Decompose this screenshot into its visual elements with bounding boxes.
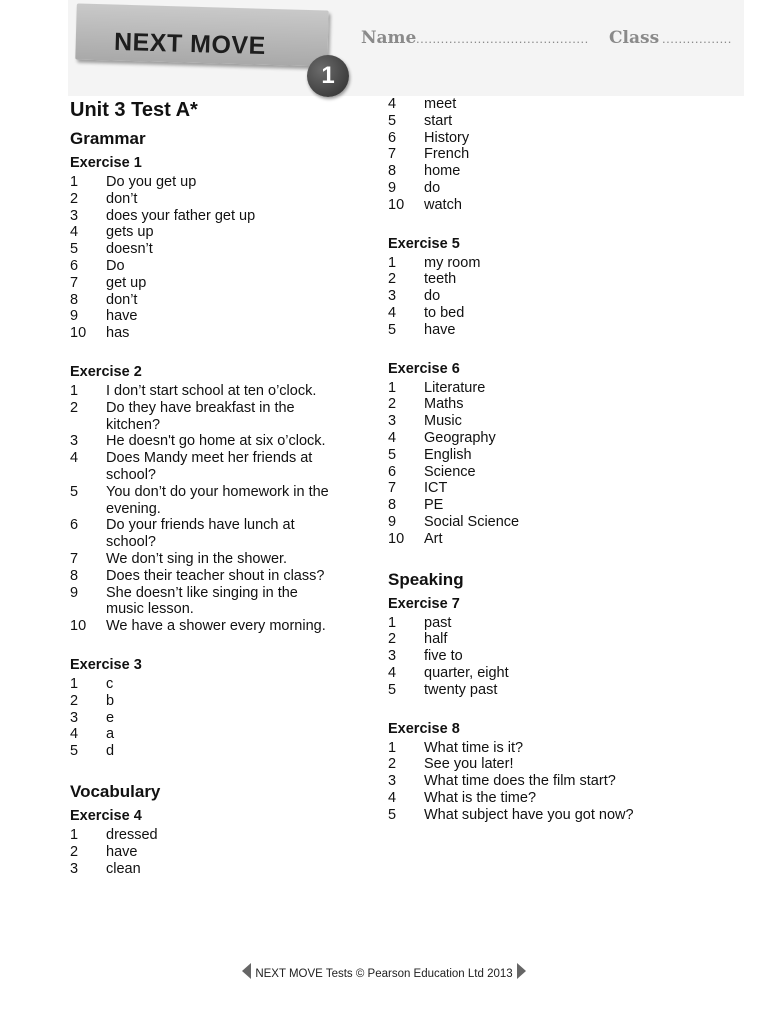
exercise-6-title: Exercise 6	[388, 360, 460, 377]
section-grammar: Grammar	[70, 129, 146, 148]
item-number: 5	[70, 483, 79, 500]
exercise-6-list	[388, 380, 748, 548]
previous-page-arrow-icon[interactable]	[242, 963, 251, 979]
answer-item	[388, 807, 748, 824]
item-number: 1	[70, 382, 79, 399]
answer-text: have	[106, 843, 138, 860]
item-number: 2	[70, 692, 79, 709]
item-number: 10	[70, 618, 87, 635]
answer-text: French	[424, 146, 470, 163]
answer-item	[388, 665, 748, 682]
footer-text: NEXT MOVE Tests © Pearson Education Ltd 2013	[255, 968, 513, 980]
answer-text: b	[106, 692, 115, 709]
item-number: 4	[70, 224, 79, 241]
answer-item	[388, 305, 748, 322]
answer-text: Does their teacher shout in class?	[106, 567, 325, 584]
answer-item	[70, 726, 370, 743]
left-column	[70, 96, 370, 899]
answer-text: Maths	[424, 396, 464, 413]
answer-text: History	[424, 129, 470, 146]
answer-item	[388, 615, 748, 632]
section-speaking: Speaking	[388, 569, 464, 589]
item-number: 6	[70, 517, 79, 534]
section-vocabulary: Vocabulary	[70, 781, 161, 801]
answer-item	[70, 191, 370, 208]
answer-item	[388, 380, 748, 397]
exercise-4-list-part2	[388, 96, 748, 214]
answer-item	[388, 531, 748, 548]
answer-text: a	[106, 726, 115, 743]
item-number: 5	[388, 321, 397, 338]
answer-text: does your father get up	[106, 207, 256, 224]
answer-text: clean	[106, 860, 141, 877]
item-number: 9	[70, 308, 79, 325]
item-number: 2	[70, 399, 79, 416]
item-number: 4	[388, 304, 397, 321]
answer-item	[388, 447, 748, 464]
level-badge: 1	[307, 55, 349, 97]
item-number: 2	[388, 271, 397, 288]
answer-text: English	[424, 446, 472, 463]
item-number: 7	[70, 274, 79, 291]
answer-item	[388, 631, 748, 648]
item-number: 1	[388, 614, 397, 631]
answer-item	[70, 241, 370, 258]
exercise-1-list	[70, 174, 370, 342]
item-number: 4	[70, 450, 79, 467]
answer-text: quarter, eight	[424, 664, 509, 681]
answer-item	[388, 756, 748, 773]
answer-text: Does Mandy meet her friends at school?	[106, 450, 313, 483]
item-number: 3	[70, 207, 79, 224]
item-number: 8	[388, 497, 397, 514]
answer-text: We have a shower every morning.	[106, 618, 326, 635]
answer-item	[70, 383, 370, 400]
answer-text: I don’t start school at ten o’clock.	[106, 382, 317, 399]
answer-text: Social Science	[424, 513, 520, 530]
answer-text: don’t	[106, 190, 138, 207]
item-number: 6	[388, 129, 397, 146]
answer-item	[388, 180, 748, 197]
answer-text: She doesn’t like singing in the music lesson.	[106, 584, 298, 618]
answer-item	[70, 174, 370, 191]
answer-text: do	[424, 179, 441, 196]
answer-item	[388, 430, 748, 447]
item-number: 8	[388, 163, 397, 180]
item-number: 5	[388, 112, 397, 129]
item-number: 4	[388, 96, 397, 112]
item-number: 9	[388, 179, 397, 196]
answer-item	[388, 497, 748, 514]
answer-item	[388, 96, 748, 113]
answer-item	[388, 464, 748, 481]
item-number: 8	[70, 567, 79, 584]
answer-text: teeth	[424, 271, 457, 288]
answer-item	[388, 113, 748, 130]
answer-text: five to	[424, 648, 463, 665]
exercise-2-list	[70, 383, 370, 635]
exercise-8-list	[388, 740, 748, 824]
answer-text: You don’t do your homework in the evening.	[106, 483, 329, 517]
answer-text: meet	[424, 96, 457, 112]
answer-item	[70, 292, 370, 309]
exercise-8-title: Exercise 8	[388, 720, 460, 737]
exercise-7-title: Exercise 7	[388, 595, 460, 612]
answer-text: ICT	[424, 480, 448, 497]
answer-text: What time is it?	[424, 739, 524, 756]
answer-text: to bed	[424, 304, 465, 321]
answer-item	[70, 710, 370, 727]
answer-item	[388, 163, 748, 180]
item-number: 1	[70, 174, 79, 190]
item-number: 5	[388, 446, 397, 463]
answer-text: e	[106, 709, 115, 726]
answer-text: What time does the film start?	[424, 773, 616, 790]
answer-item	[388, 146, 748, 163]
answer-item	[388, 130, 748, 147]
answer-text: get up	[106, 274, 147, 291]
page-title: Unit 3 Test A*	[70, 99, 198, 121]
answer-item	[70, 585, 370, 619]
item-number: 10	[388, 530, 405, 547]
item-number: 4	[388, 789, 397, 806]
answer-text: Music	[424, 413, 462, 430]
exercise-1-title: Exercise 1	[70, 155, 142, 171]
answer-item	[70, 400, 370, 434]
answer-text: What subject have you got now?	[424, 806, 634, 823]
exercise-4-list-part1	[70, 827, 370, 877]
answer-text: has	[106, 325, 130, 342]
item-number: 5	[388, 681, 397, 698]
exercise-7-list	[388, 615, 748, 699]
item-number: 6	[388, 463, 397, 480]
answer-item	[70, 693, 370, 710]
item-number: 1	[388, 739, 397, 756]
item-number: 5	[388, 806, 397, 823]
item-number: 9	[70, 584, 79, 601]
item-number: 4	[70, 726, 79, 743]
answer-text: Art	[424, 530, 443, 547]
answer-text: d	[106, 743, 115, 760]
item-number: 5	[70, 241, 79, 258]
answer-item	[70, 450, 370, 484]
class-field: .................	[662, 31, 732, 46]
answer-item	[388, 480, 748, 497]
answer-item	[70, 224, 370, 241]
name-label: Name	[361, 28, 417, 48]
item-number: 4	[388, 429, 397, 446]
answer-text: start	[424, 112, 453, 129]
answer-text: PE	[424, 497, 444, 514]
answer-item	[388, 288, 748, 305]
answer-text: Science	[424, 463, 476, 480]
answer-item	[70, 258, 370, 275]
answer-text: have	[106, 308, 138, 325]
item-number: 3	[388, 773, 397, 790]
answer-item	[388, 413, 748, 430]
class-label: Class	[609, 28, 660, 48]
item-number: 2	[388, 756, 397, 773]
footer	[0, 963, 768, 980]
item-number: 1	[70, 675, 79, 692]
item-number: 9	[388, 513, 397, 530]
answer-text: gets up	[106, 224, 154, 241]
answer-text: dressed	[106, 826, 158, 843]
answer-item	[70, 517, 370, 551]
answer-text: have	[424, 321, 456, 338]
answer-item	[388, 790, 748, 807]
logo-text: NEXT MOVE	[113, 27, 267, 61]
answer-item	[70, 861, 370, 878]
item-number: 7	[70, 550, 79, 567]
answer-item	[388, 514, 748, 531]
item-number: 8	[70, 291, 79, 308]
answer-text: Do you get up	[106, 174, 197, 190]
right-column	[388, 96, 748, 846]
answer-text: doesn’t	[106, 241, 153, 258]
item-number: 3	[70, 709, 79, 726]
answer-text: half	[424, 631, 448, 648]
answer-item	[70, 827, 370, 844]
answer-text: home	[424, 163, 461, 180]
item-number: 2	[388, 396, 397, 413]
item-number: 4	[388, 664, 397, 681]
answer-item	[70, 325, 370, 342]
answer-text: do	[424, 288, 441, 305]
item-number: 2	[70, 190, 79, 207]
answer-text: Geography	[424, 429, 496, 446]
answer-item	[388, 197, 748, 214]
answer-item	[70, 208, 370, 225]
answer-item	[70, 618, 370, 635]
answer-text: Do they have breakfast in the kitchen?	[106, 399, 295, 433]
answer-item	[388, 322, 748, 339]
answer-item	[70, 676, 370, 693]
answer-item	[388, 682, 748, 699]
answer-text: See you later!	[424, 756, 514, 773]
answer-item	[388, 396, 748, 413]
item-number: 2	[388, 631, 397, 648]
answer-item	[70, 551, 370, 568]
item-number: 3	[70, 433, 79, 450]
item-number: 7	[388, 146, 397, 163]
item-number: 10	[388, 196, 405, 213]
answer-text: c	[106, 675, 114, 692]
answer-item	[70, 275, 370, 292]
answer-item	[388, 740, 748, 757]
item-number: 3	[388, 648, 397, 665]
answer-item	[70, 484, 370, 518]
exercise-3-list	[70, 676, 370, 760]
answer-text: What is the time?	[424, 789, 537, 806]
item-number: 6	[70, 257, 79, 274]
answer-item	[70, 568, 370, 585]
answer-text: my room	[424, 254, 481, 271]
exercise-4-title: Exercise 4	[70, 807, 142, 824]
answer-text: Literature	[424, 379, 486, 396]
exercise-5-title: Exercise 5	[388, 235, 460, 252]
answer-item	[388, 271, 748, 288]
answer-text: Do your friends have lunch at school?	[106, 517, 295, 551]
answer-item	[70, 433, 370, 450]
item-number: 2	[70, 843, 79, 860]
item-number: 7	[388, 480, 397, 497]
name-field: ..........................................	[416, 31, 589, 46]
item-number: 3	[70, 860, 79, 877]
exercise-2-title: Exercise 2	[70, 363, 142, 380]
answer-item	[70, 844, 370, 861]
answer-text: don’t	[106, 291, 138, 308]
item-number: 1	[388, 254, 397, 271]
answer-item	[70, 308, 370, 325]
answer-text: He doesn't go home at six o’clock.	[106, 433, 326, 450]
item-number: 5	[70, 743, 79, 760]
answer-item	[388, 648, 748, 665]
item-number: 1	[388, 379, 397, 396]
answer-text: twenty past	[424, 681, 498, 698]
answer-text: watch	[424, 196, 462, 213]
answer-item	[388, 773, 748, 790]
answer-text: Do	[106, 257, 125, 274]
exercise-3-title: Exercise 3	[70, 656, 142, 673]
item-number: 1	[70, 826, 79, 843]
next-page-arrow-icon[interactable]	[517, 963, 526, 979]
item-number: 3	[388, 288, 397, 305]
answer-item	[70, 743, 370, 760]
answer-text: past	[424, 614, 452, 631]
item-number: 10	[70, 325, 87, 342]
item-number: 3	[388, 413, 397, 430]
exercise-5-list	[388, 255, 748, 339]
answer-text: We don’t sing in the shower.	[106, 550, 288, 567]
answer-item	[388, 255, 748, 272]
